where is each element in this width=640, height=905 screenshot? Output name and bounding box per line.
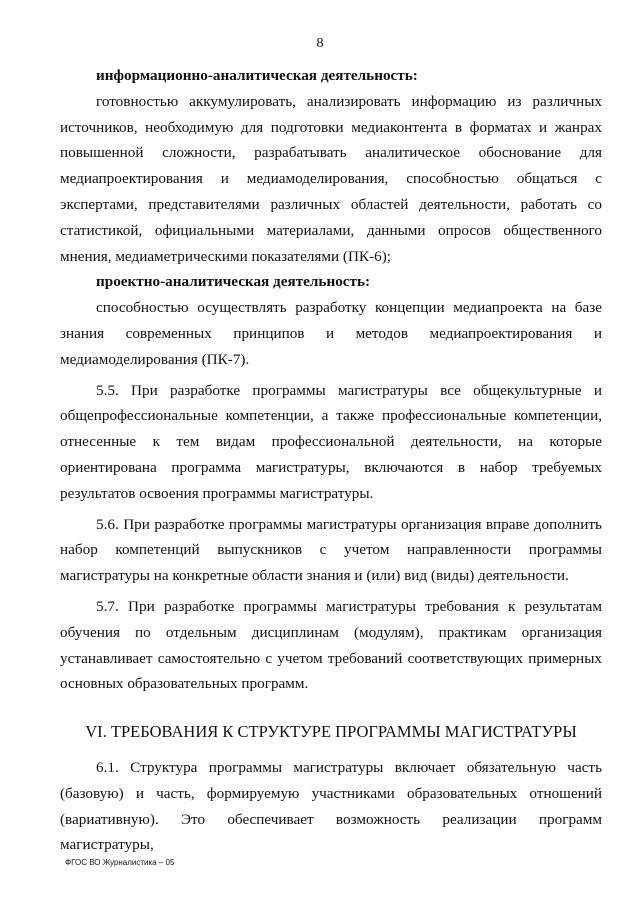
page-number: 8 <box>316 36 324 51</box>
paragraph-5-7: 5.7. При разработке программы магистратуры требования к результатам обучения по отдельным дисциплинам (модулям), практикам организация устанавливает самостоятельно с учетом требований соответствующих примерных основных образовательных программ. <box>60 597 602 693</box>
section-6-title: VI. ТРЕБОВАНИЯ К СТРУКТУРЕ ПРОГРАММЫ МАГИСТРАТУРЫ <box>85 722 577 742</box>
info-analytic-heading: информационно-аналитическая деятельность: <box>96 67 418 84</box>
project-analytic-paragraph: способностью осуществлять разработку концепции медиапроекта на базе знания современных принципов и методов медиапроектирования и медиамоделирования (ПК-7). <box>60 299 602 368</box>
project-analytic-heading: проектно-аналитическая деятельность: <box>96 273 371 291</box>
paragraph-5-6: 5.6. При разработке программы магистратуры организация вправе дополнить набор компетенций выпускников с учетом направленности программы магистратуры на конкретные области знания и (или) вид (виды) деятельности. <box>60 515 602 585</box>
info-analytic-paragraph: готовностью аккумулировать, анализировать информацию из различных источников, необходимую для подготовки медиаконтента в форматах и жанрах повышенной сложности, разрабатывать аналитическое обоснование для медиапроектирования и медиамоделирования, способностью общаться с экспертами, представителями различных областей деятельности, работать со статистикой, официальными материалами, данными опросов общественного мнения, медиаметрическими показателями (ПК-6); <box>60 92 602 265</box>
paragraph-5-5: 5.5. При разработке программы магистратуры все общекультурные и общепрофессиональные компетенции, а также профессиональные компетенции, отнесенные к тем видам профессиональной деятельности, на которые ориентирована программа магистратуры, включаются в набор требуемых результатов освоения программы магистратуры. <box>60 381 602 502</box>
document-body <box>60 63 602 858</box>
document-footer: ФГОС ВО Журналистика – 05 <box>65 858 175 867</box>
paragraph-6-1: 6.1. Структура программы магистратуры включает обязательную часть (базовую) и часть, формируемую участниками образовательных отношений (вариативную). Это обеспечивает возможность реализации программ магистратуры, <box>60 758 602 854</box>
